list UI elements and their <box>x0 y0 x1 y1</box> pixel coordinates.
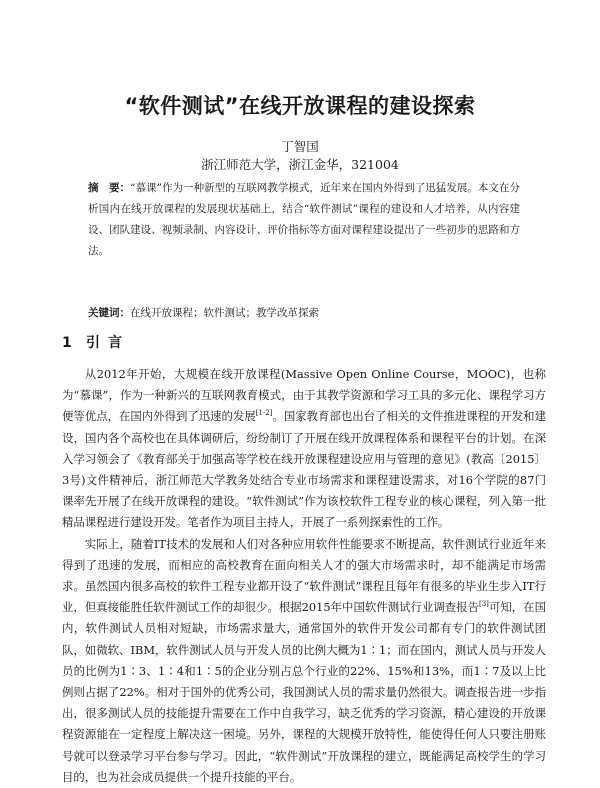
body-text <box>62 364 546 788</box>
abstract-text: “慕课”作为一种新型的互联网教学模式，近年来在国内外得到了迅猛发展。本文在分析国内在线开放课程的发展现状基础上，结合“软件测试”课程的建设和人才培养，从内容建设、团队建设、视频录制、内容设计、评价指标等方面对课程建设提出了一些初步的思路和方法。 <box>88 182 521 257</box>
paragraph: 实际上，随着IT技术的发展和人们对各种应用软件性能要求不断提高，软件测试行业近年来得到了迅速的发展，而相应的高校教育在面向相关人才的强大市场需求时，却不能满足市场需求。虽然国内很多高校的软件工程专业都开设了“软件测试”课程且每年有很多的毕业生步入IT行业，但真接能胜任软件测试工作的却很少。根据2015年中国软件测试行业调查报告[3]可知，在国内，软件测试人员相对短缺，市场需求量大，通常国外的软件开发公司都有专门的软件测试团队，如微软、IBM，软件测试人员与开发人员的比例大概为1∶1；而在国内，测试人员与开发人员的比例为1∶3、1∶4和1∶5的企业分别占总个行业的22%、15%和13%，而1∶7及以上比例则占据了22%。相对于国外的优秀公司，我国测试人员的需求量仍然很大。调查报告进一步指出，很多测试人员的技能提升需要在工作中自我学习，缺乏优秀的学习资源，精心建设的开放课程资源能在一定程度上解决这一困境。另外，课程的大规模开放特性，能使得任何人只要注册账号就可以登录学习平台参与学习。因此，“软件测试”开放课程的建立，既能满足高校学生的学习目的，也为社会成员提供一个提升技能的平台。 <box>62 536 546 784</box>
keywords-text: 在线开放课程；软件测试；教学改革探索 <box>130 307 319 319</box>
paragraph: 从2012年开始，大规模在线开放课程(Massive Open Online Course，MOOC)，也称为“慕课”，作为一种新兴的互联网教育模式，由于其教学资源和学习工具的多元化、课程学习方便等优点，在国内外得到了迅速的发展[1-2]。国家教育部也出台了相关的文件推进课程的开发和建设，国内各个高校也在具体调研后，纷纷制订了开展在线开放课程体系和课程平台的计划。在深入学习领会了《教育部关于加强高等学校在线开放课程建设应用与管理的意见》(教高〔2015〕3号)文件精神后，浙江师范大学教务处结合专业市场需求和课程建设需求，对16个学院的87门课率先开展了在线开放课程的建设。“软件测试”作为该校软件工程专业的核心课程，列入第一批精品课程进行建设开发。笔者作为项目主持人，开展了一系列探索性的工作。 <box>62 367 546 530</box>
author-name: 丁智国 <box>281 139 319 154</box>
paper-title: “软件测试”在线开放课程的建设探索 <box>124 94 476 118</box>
citation: [3] <box>479 600 489 609</box>
keywords <box>88 304 520 322</box>
keywords-label: 关键词： <box>88 307 130 319</box>
abstract-label: 摘 要： <box>88 182 131 194</box>
author-affiliation: 浙江师范大学，浙江金华，321004 <box>201 157 399 172</box>
citation: [1-2] <box>255 409 273 418</box>
section-number: 1 <box>62 335 72 351</box>
section-heading <box>62 332 130 352</box>
section-title: 引言 <box>86 335 130 351</box>
abstract <box>88 178 520 262</box>
